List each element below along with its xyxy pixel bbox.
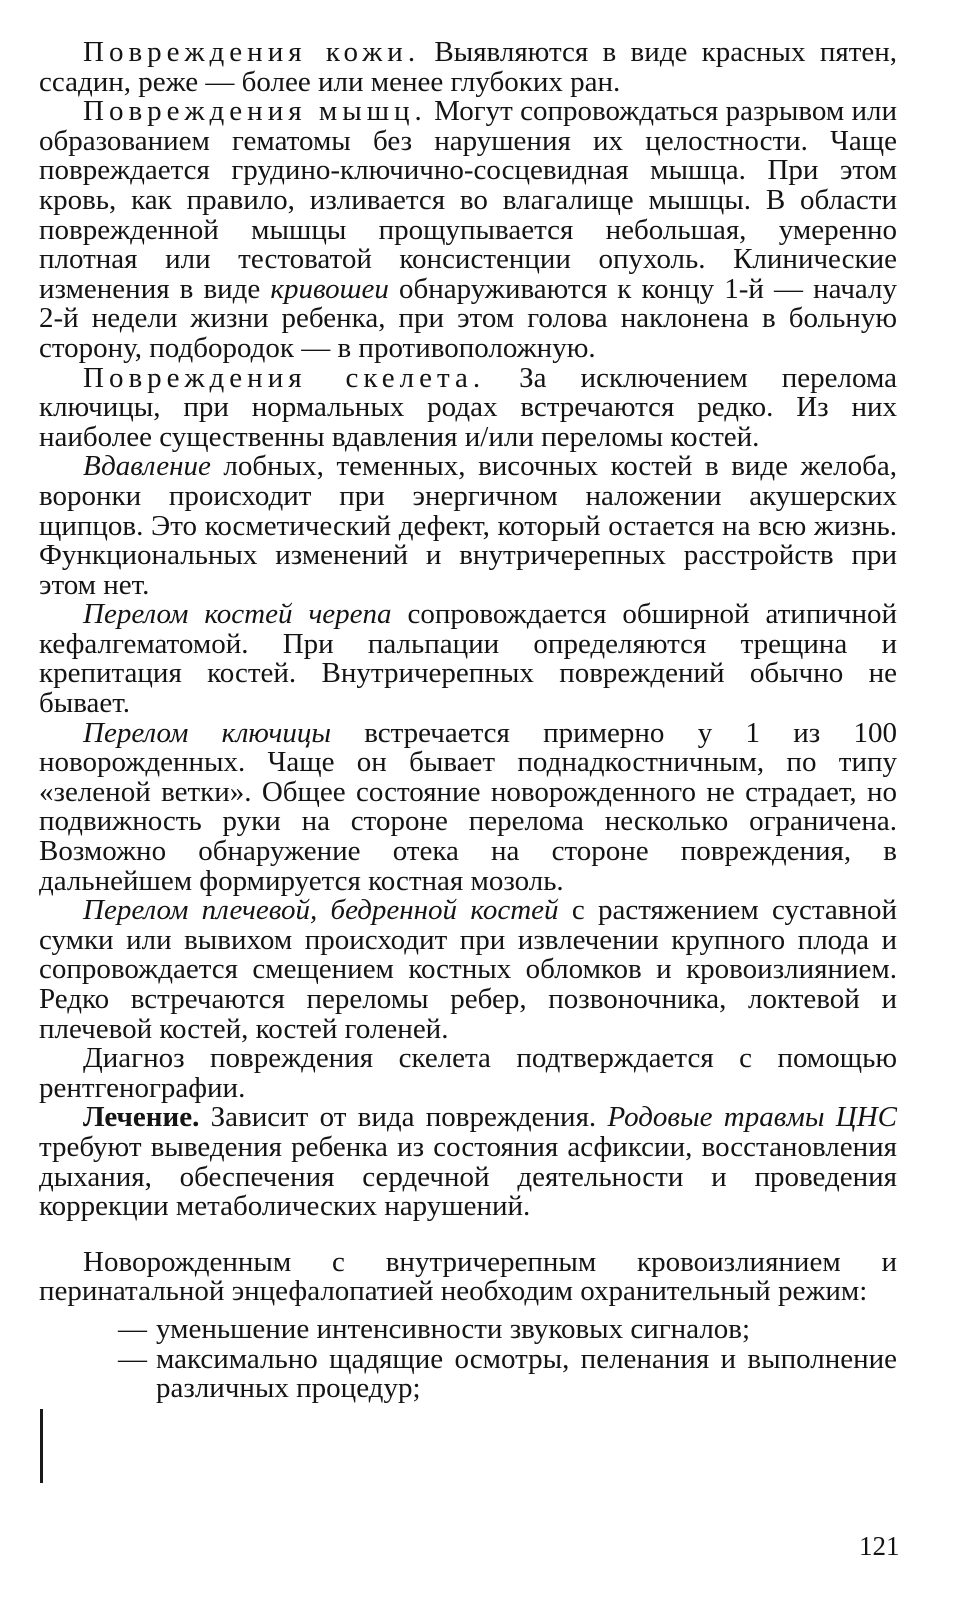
term-clavicle-fracture: Перелом ключицы xyxy=(83,716,331,749)
heading-muscle-injuries: Повреждения мышц. xyxy=(83,95,427,128)
list-item xyxy=(39,1312,897,1345)
paragraph-diagnosis xyxy=(39,1044,897,1103)
paragraph-text: За исключением перелома ключицы, при нормальных родах встречаются редко. Из них наиболее существенны вдавления и/или переломы костей. xyxy=(39,361,897,453)
paragraph-depression xyxy=(39,452,897,600)
paragraph-gap xyxy=(39,1222,897,1248)
term-cns-trauma: Родовые травмы ЦНС xyxy=(607,1101,897,1134)
paragraph-text: Диагноз повреждения скелета подтверждается с помощью рентгенографии. xyxy=(39,1042,897,1104)
term-skull-fracture: Перелом костей черепа xyxy=(83,598,392,631)
heading-treatment: Лечение. xyxy=(83,1101,200,1134)
paragraph-text: Могут сопровождаться разрывом или образованием гематомы без нарушения их целостности. Чаще повреждается грудино-ключично-сосцевидная мышца. При этом кровь, как правило, изливается во влагалище мышцы. В области поврежденной мышцы прощупывается небольшая, умеренно плотная или тестоватой консистенции опухоль. Клинические изменения в виде xyxy=(39,95,898,305)
paragraph-text: Новорожденным с внутричерепным кровоизлиянием и перинатальной энцефалопатией необходим охранительный режим: xyxy=(39,1245,897,1308)
list-dash: — xyxy=(118,1342,147,1375)
paragraph-text: сопровождается обширной атипичной кефалгематомой. При пальпации определяются трещина и крепитация костей. Внутричерепных повреждений обычно не бывает. xyxy=(39,598,897,720)
heading-skin-injuries: Повреждения кожи. xyxy=(83,36,421,68)
paragraph-skin-injuries xyxy=(39,38,897,97)
paragraph-limb-fracture xyxy=(39,896,897,1044)
paragraph-skeleton-injuries xyxy=(39,361,897,453)
paragraph-protective-regime xyxy=(39,1245,897,1308)
term-depression: Вдавление xyxy=(83,450,211,483)
margin-bar xyxy=(40,1409,43,1483)
list-dash: — xyxy=(118,1312,147,1345)
paragraph-text: лобных, теменных, височных костей в виде желоба, воронки происходит при энергичном наложении акушерских щипцов. Это косметический дефект, который остается на всю жизнь. Функциональных изменений и внутричерепных расстройств при этом нет. xyxy=(39,450,897,601)
paragraph-text: обнаруживаются к концу 1-й — началу 2-й недели жизни ребенка, при этом голова наклонена в больную сторону, подбородок — в противоположную. xyxy=(39,272,897,364)
paragraph-text: Зависит от вида повреждения. xyxy=(199,1101,608,1134)
paragraph-treatment xyxy=(39,1103,897,1221)
list-item-text: уменьшение интенсивности звуковых сигналов; xyxy=(156,1312,751,1345)
paragraph-text: Выявляются в виде красных пятен, ссадин, реже — более или менее глубоких ран. xyxy=(39,36,898,98)
page-body xyxy=(39,38,897,1404)
term-limb-fracture: Перелом плечевой, бедренной костей xyxy=(83,894,559,927)
paragraph-text: с растяжением суставной сумки или вывихом происходит при извлечении крупного плода и сопровождается смещением костных обломков и кровоизлиянием. Редко встречаются переломы ребер, позвоночника, локтевой и плечевой костей, костей голеней. xyxy=(39,894,897,1045)
paragraph-muscle-injuries xyxy=(39,97,897,363)
list-item xyxy=(39,1342,897,1405)
regime-list xyxy=(39,1312,897,1405)
paragraph-skull-fracture xyxy=(39,600,897,718)
list-item-text: максимально щадящие осмотры, пеленания и выполнение различных процедур; xyxy=(156,1342,897,1405)
paragraph-text: требуют выведения ребенка из состояния асфиксии, восстановления дыхания, обеспечения сердечной деятельности и проведения коррекции метаболических нарушений. xyxy=(39,1130,897,1223)
paragraph-clavicle-fracture xyxy=(39,716,897,897)
term-torticollis: кривошеи xyxy=(270,272,389,305)
heading-skeleton-injuries: Повреждения скелета. xyxy=(83,361,486,394)
page-number: 121 xyxy=(859,1531,900,1561)
paragraph-text: встречается примерно у 1 из 100 новорожденных. Чаще он бывает поднадкостничным, по типу «зеленой ветки». Общее состояние новорожденного не страдает, но подвижность руки на стороне перелома несколько ограничена. Возможно обнаружение отека на стороне повреждения, в дальнейшем формируется костная мозоль. xyxy=(39,716,897,897)
